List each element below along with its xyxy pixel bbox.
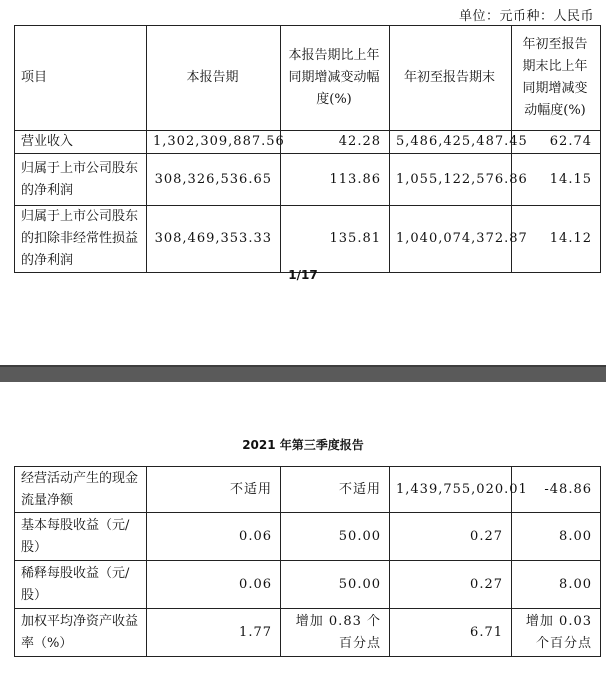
- table-row: [15, 609, 601, 657]
- financial-table-bottom: [14, 466, 601, 657]
- financial-table-top: [14, 25, 601, 273]
- row-label: 稀释每股收益（元/股）: [15, 561, 147, 609]
- cell-change: 增加 0.83 个百分点: [281, 609, 390, 657]
- table-row: [15, 513, 601, 561]
- cell-change: 50.00: [281, 561, 390, 609]
- table-header-row: [15, 26, 601, 131]
- cell-change: 42.28: [281, 131, 390, 154]
- cell-ytd: 1,439,755,020.01: [390, 467, 512, 513]
- cell-current: 1.77: [147, 609, 281, 657]
- cell-ytd-change: 8.00: [512, 561, 601, 609]
- header-current-change: 本报告期比上年同期增减变动幅度(%): [281, 26, 390, 131]
- cell-current: 308,469,353.33: [147, 206, 281, 273]
- table-row: [15, 154, 601, 206]
- cell-ytd: 1,055,122,576.86: [390, 154, 512, 206]
- table-row: [15, 467, 601, 513]
- cell-ytd-change: 8.00: [512, 513, 601, 561]
- cell-ytd-change: 62.74: [512, 131, 601, 154]
- header-current-period: 本报告期: [147, 26, 281, 131]
- header-ytd: 年初至报告期末: [390, 26, 512, 131]
- cell-change: 不适用: [281, 467, 390, 513]
- table-row: [15, 131, 601, 154]
- row-label: 归属于上市公司股东的净利润: [15, 154, 147, 206]
- cell-ytd: 0.27: [390, 513, 512, 561]
- header-ytd-change: 年初至报告期末比上年同期增减变动幅度(%): [512, 26, 601, 131]
- table-row: [15, 206, 601, 273]
- cell-current: 308,326,536.65: [147, 154, 281, 206]
- cell-current: 不适用: [147, 467, 281, 513]
- table-row: [15, 561, 601, 609]
- page-separator: [0, 365, 606, 382]
- cell-ytd-change: 14.12: [512, 206, 601, 273]
- cell-current: 0.06: [147, 513, 281, 561]
- cell-ytd: 6.71: [390, 609, 512, 657]
- cell-change: 135.81: [281, 206, 390, 273]
- cell-change: 113.86: [281, 154, 390, 206]
- cell-ytd: 0.27: [390, 561, 512, 609]
- unit-currency-line: 单位：元币种：人民币: [458, 9, 594, 24]
- report-title: 2021 年第三季度报告: [242, 438, 364, 452]
- cell-ytd-change: -48.86: [512, 467, 601, 513]
- cell-change: 50.00: [281, 513, 390, 561]
- cell-ytd: 1,040,074,372.87: [390, 206, 512, 273]
- cell-ytd-change: 14.15: [512, 154, 601, 206]
- cell-ytd-change: 增加 0.03 个百分点: [512, 609, 601, 657]
- row-label: 基本每股收益（元/股）: [15, 513, 147, 561]
- cell-ytd: 5,486,425,487.45: [390, 131, 512, 154]
- cell-current: 0.06: [147, 561, 281, 609]
- cell-current: 1,302,309,887.56: [147, 131, 281, 154]
- row-label: 加权平均净资产收益率（%）: [15, 609, 147, 657]
- header-item: 项目: [15, 26, 147, 131]
- page-number: 1/17: [288, 268, 318, 282]
- row-label: 归属于上市公司股东的扣除非经常性损益的净利润: [15, 206, 147, 273]
- row-label: 营业收入: [15, 131, 147, 154]
- row-label: 经营活动产生的现金流量净额: [15, 467, 147, 513]
